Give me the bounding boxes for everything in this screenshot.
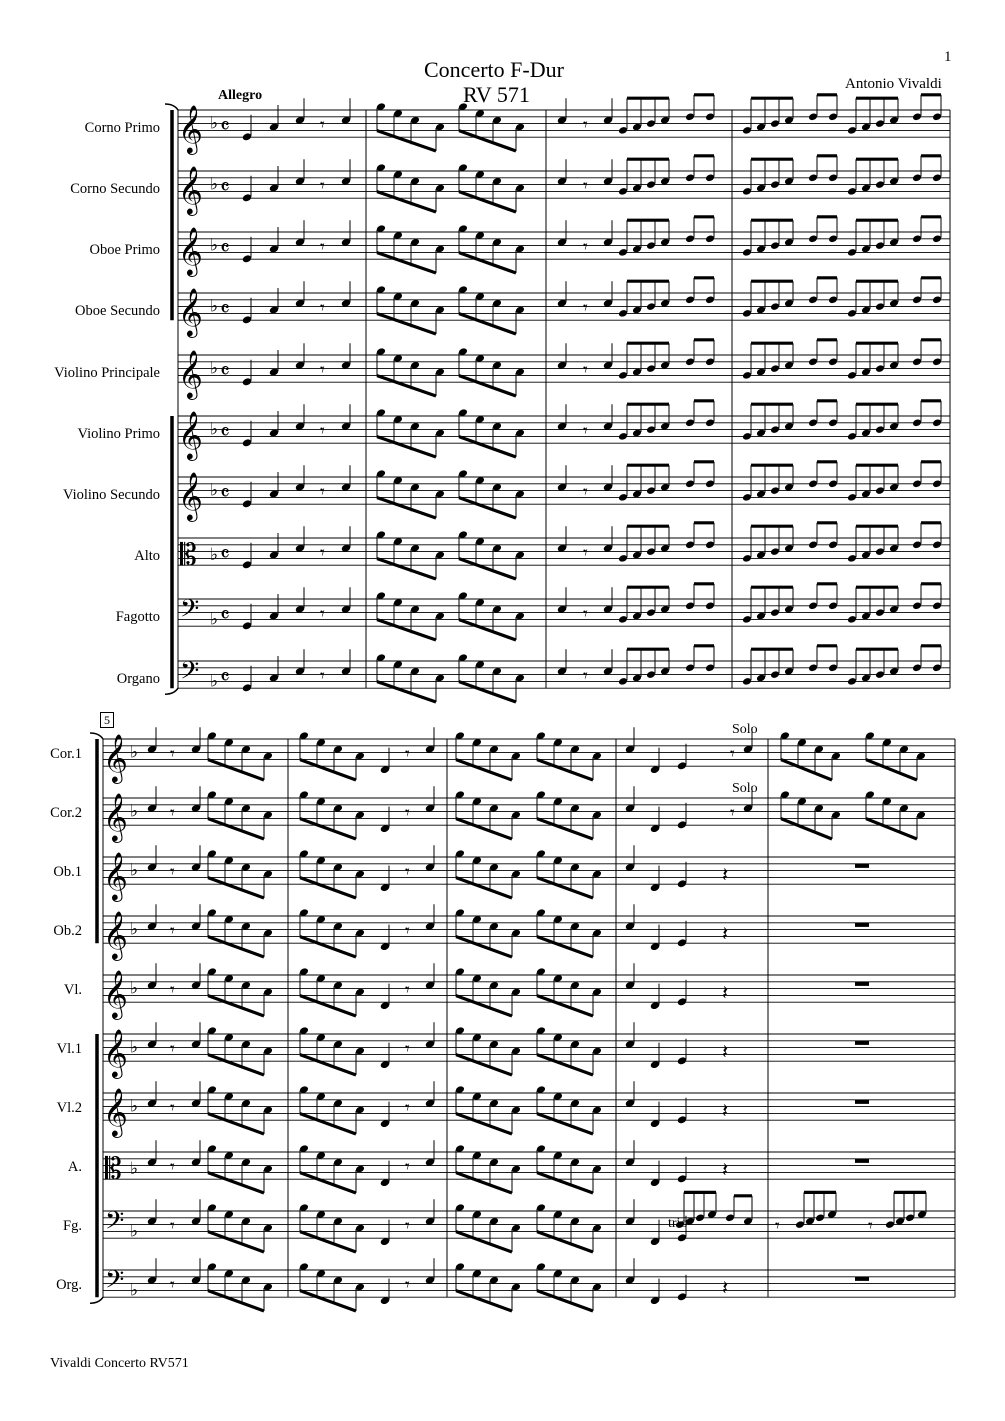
whole-rest bbox=[855, 1041, 869, 1045]
instrument-abbr: Ob.2 bbox=[53, 923, 82, 939]
key-signature-flat: ♭ bbox=[130, 1280, 139, 1301]
whole-rest bbox=[855, 1277, 869, 1281]
instrument-name: Violino Secundo bbox=[63, 487, 160, 503]
eighth-rest: 𝄾 bbox=[730, 802, 735, 824]
treble-clef: 𝄞 bbox=[103, 851, 128, 901]
beam bbox=[377, 253, 436, 273]
instrument-name: Alto bbox=[134, 548, 160, 564]
beam bbox=[208, 1173, 264, 1193]
beam bbox=[208, 1055, 264, 1075]
eighth-rest: 𝄾 bbox=[405, 1097, 410, 1119]
common-time: 𝄴 bbox=[220, 236, 230, 262]
bracket-curl bbox=[165, 104, 178, 110]
page-number: 1 bbox=[944, 49, 952, 65]
eighth-rest: 𝄾 bbox=[405, 802, 410, 824]
instrument-abbr: Cor.1 bbox=[50, 746, 82, 762]
beam bbox=[377, 682, 436, 702]
score-subtitle: RV 571 bbox=[463, 82, 530, 107]
instrument-abbr: Vl.2 bbox=[56, 1100, 82, 1116]
key-signature-flat: ♭ bbox=[130, 860, 139, 881]
beam bbox=[537, 1055, 593, 1075]
eighth-rest: 𝄾 bbox=[320, 603, 325, 625]
beam bbox=[459, 376, 516, 396]
bass-clef: 𝄢 bbox=[105, 1265, 125, 1301]
beam bbox=[456, 937, 512, 957]
instrument-name: Oboe Primo bbox=[89, 242, 160, 258]
whole-rest bbox=[855, 923, 869, 927]
eighth-rest: 𝄾 bbox=[583, 481, 588, 503]
common-time: 𝄴 bbox=[220, 481, 230, 507]
beam bbox=[300, 1232, 356, 1252]
common-time: 𝄴 bbox=[220, 175, 230, 201]
key-signature-flat: ♭ bbox=[210, 671, 219, 692]
beam bbox=[208, 760, 264, 780]
instrument-name: Organo bbox=[116, 671, 160, 687]
beam bbox=[459, 192, 516, 212]
eighth-rest: 𝄾 bbox=[405, 1156, 410, 1178]
footer-text: Vivaldi Concerto RV571 bbox=[50, 1356, 189, 1371]
treble-clef: 𝄞 bbox=[178, 349, 203, 399]
common-time: 𝄴 bbox=[220, 542, 230, 568]
beam bbox=[377, 314, 436, 334]
key-signature-flat: ♭ bbox=[210, 358, 219, 379]
eighth-rest: 𝄾 bbox=[583, 359, 588, 381]
beam bbox=[300, 1055, 356, 1075]
score-title: Concerto F-Dur bbox=[424, 57, 564, 82]
key-signature-flat: ♭ bbox=[210, 480, 219, 501]
eighth-rest: 𝄾 bbox=[320, 542, 325, 564]
eighth-rest: 𝄾 bbox=[170, 743, 175, 765]
quarter-rest: 𝄽 bbox=[722, 862, 729, 887]
whole-rest bbox=[855, 1100, 869, 1104]
eighth-rest: 𝄾 bbox=[170, 802, 175, 824]
beam bbox=[300, 760, 356, 780]
treble-clef: 𝄞 bbox=[178, 287, 203, 337]
beam bbox=[537, 819, 593, 839]
key-signature-flat: ♭ bbox=[130, 919, 139, 940]
eighth-rest: 𝄾 bbox=[583, 236, 588, 258]
beam bbox=[456, 1291, 512, 1311]
beam bbox=[537, 996, 593, 1016]
beam bbox=[456, 878, 512, 898]
instrument-abbr: Ob.1 bbox=[53, 864, 82, 880]
quarter-rest: 𝄽 bbox=[722, 1098, 729, 1123]
key-signature-flat: ♭ bbox=[130, 801, 139, 822]
beam bbox=[866, 819, 917, 839]
beam bbox=[377, 192, 436, 212]
eighth-rest: 𝄾 bbox=[583, 603, 588, 625]
key-signature-flat: ♭ bbox=[130, 978, 139, 999]
eighth-rest: 𝄾 bbox=[320, 236, 325, 258]
beam bbox=[537, 1114, 593, 1134]
beam bbox=[459, 498, 516, 518]
key-signature-flat: ♭ bbox=[210, 296, 219, 317]
beam bbox=[456, 996, 512, 1016]
key-signature-flat: ♭ bbox=[210, 419, 219, 440]
instrument-name: Corno Secundo bbox=[70, 181, 160, 197]
solo-marking: Solo bbox=[732, 722, 758, 737]
key-signature-flat: ♭ bbox=[210, 609, 219, 630]
instrument-name: Violino Principale bbox=[54, 365, 160, 381]
beam bbox=[208, 937, 264, 957]
beam bbox=[456, 819, 512, 839]
whole-rest bbox=[855, 1159, 869, 1163]
eighth-rest: 𝄾 bbox=[730, 743, 735, 765]
eighth-rest: 𝄾 bbox=[583, 542, 588, 564]
eighth-rest: 𝄾 bbox=[170, 1215, 175, 1237]
whole-rest bbox=[855, 864, 869, 868]
key-signature-flat: ♭ bbox=[130, 1221, 139, 1242]
quarter-rest: 𝄽 bbox=[722, 980, 729, 1005]
beam bbox=[459, 253, 516, 273]
key-signature-flat: ♭ bbox=[130, 742, 139, 763]
beam bbox=[459, 559, 516, 579]
beam bbox=[300, 996, 356, 1016]
instrument-name: Violino Primo bbox=[77, 426, 160, 442]
solo-marking: Solo bbox=[732, 781, 758, 796]
instrument-name: Oboe Secundo bbox=[75, 303, 160, 319]
whole-rest bbox=[855, 982, 869, 986]
beam bbox=[456, 1114, 512, 1134]
common-time: 𝄴 bbox=[220, 603, 230, 629]
beam bbox=[208, 996, 264, 1016]
eighth-rest: 𝄾 bbox=[868, 1215, 873, 1237]
key-signature-flat: ♭ bbox=[210, 235, 219, 256]
beam bbox=[537, 1232, 593, 1252]
quarter-rest: 𝄽 bbox=[722, 921, 729, 946]
eighth-rest: 𝄾 bbox=[583, 297, 588, 319]
key-signature-flat: ♭ bbox=[130, 1096, 139, 1117]
eighth-rest: 𝄾 bbox=[170, 1038, 175, 1060]
instrument-abbr: A. bbox=[67, 1159, 82, 1175]
eighth-rest: 𝄾 bbox=[775, 1215, 780, 1237]
treble-clef: 𝄞 bbox=[103, 792, 128, 842]
treble-clef: 𝄞 bbox=[103, 1028, 128, 1078]
beam bbox=[377, 376, 436, 396]
beam bbox=[456, 760, 512, 780]
eighth-rest: 𝄾 bbox=[405, 979, 410, 1001]
beam bbox=[208, 1232, 264, 1252]
treble-clef: 𝄞 bbox=[178, 410, 203, 460]
beam bbox=[537, 1173, 593, 1193]
key-signature-flat: ♭ bbox=[210, 113, 219, 134]
bass-clef: 𝄢 bbox=[105, 1206, 125, 1242]
beam bbox=[377, 131, 436, 151]
instrument-name: Fagotto bbox=[115, 609, 160, 625]
treble-clef: 𝄞 bbox=[103, 1087, 128, 1137]
beam bbox=[537, 937, 593, 957]
eighth-rest: 𝄾 bbox=[405, 1274, 410, 1296]
beam bbox=[537, 1291, 593, 1311]
treble-clef: 𝄞 bbox=[178, 226, 203, 276]
instrument-abbr: Fg. bbox=[63, 1218, 82, 1234]
beam bbox=[300, 1291, 356, 1311]
beam bbox=[208, 1114, 264, 1134]
eighth-rest: 𝄾 bbox=[320, 114, 325, 136]
eighth-rest: 𝄾 bbox=[405, 743, 410, 765]
beam bbox=[459, 437, 516, 457]
beam bbox=[866, 760, 917, 780]
beam bbox=[537, 760, 593, 780]
beam bbox=[459, 620, 516, 640]
common-time: 𝄴 bbox=[220, 420, 230, 446]
treble-clef: 𝄞 bbox=[178, 104, 203, 154]
eighth-rest: 𝄾 bbox=[583, 175, 588, 197]
instrument-abbr: Cor.2 bbox=[50, 805, 82, 821]
key-signature-flat: ♭ bbox=[210, 545, 219, 565]
bracket-curl bbox=[90, 733, 103, 739]
key-signature-flat: ♭ bbox=[210, 174, 219, 195]
alto-clef: 𝄡 bbox=[105, 1152, 122, 1188]
eighth-rest: 𝄾 bbox=[583, 420, 588, 442]
eighth-rest: 𝄾 bbox=[405, 920, 410, 942]
eighth-rest: 𝄾 bbox=[583, 114, 588, 136]
eighth-rest: 𝄾 bbox=[170, 979, 175, 1001]
beam bbox=[300, 1173, 356, 1193]
bass-clef: 𝄢 bbox=[180, 656, 200, 692]
beam bbox=[459, 682, 516, 702]
eighth-rest: 𝄾 bbox=[320, 175, 325, 197]
treble-clef: 𝄞 bbox=[103, 910, 128, 960]
quarter-rest: 𝄽 bbox=[722, 1275, 729, 1300]
eighth-rest: 𝄾 bbox=[405, 1215, 410, 1237]
beam bbox=[377, 559, 436, 579]
treble-clef: 𝄞 bbox=[103, 969, 128, 1019]
eighth-rest: 𝄾 bbox=[405, 861, 410, 883]
eighth-rest: 𝄾 bbox=[405, 1038, 410, 1060]
quarter-rest: 𝄽 bbox=[722, 1157, 729, 1182]
beam bbox=[456, 1055, 512, 1075]
key-signature-flat: ♭ bbox=[130, 1037, 139, 1058]
eighth-rest: 𝄾 bbox=[320, 297, 325, 319]
beam bbox=[377, 620, 436, 640]
beam bbox=[300, 937, 356, 957]
instrument-name: Corno Primo bbox=[84, 120, 160, 136]
eighth-rest: 𝄾 bbox=[320, 665, 325, 687]
bracket-curl bbox=[90, 1297, 103, 1303]
common-time: 𝄴 bbox=[220, 359, 230, 385]
eighth-rest: 𝄾 bbox=[170, 861, 175, 883]
beam bbox=[300, 819, 356, 839]
instrument-abbr: Vl.1 bbox=[56, 1041, 82, 1057]
beam bbox=[459, 314, 516, 334]
instrument-abbr: Vl. bbox=[63, 982, 82, 998]
tempo-marking: Allegro bbox=[218, 88, 263, 103]
common-time: 𝄴 bbox=[220, 297, 230, 323]
beam bbox=[377, 498, 436, 518]
beam bbox=[300, 1114, 356, 1134]
bass-clef: 𝄢 bbox=[180, 594, 200, 630]
quarter-rest: 𝄽 bbox=[722, 1039, 729, 1064]
trio-marking: trio bbox=[668, 1216, 688, 1231]
eighth-rest: 𝄾 bbox=[583, 665, 588, 687]
beam bbox=[459, 131, 516, 151]
eighth-rest: 𝄾 bbox=[320, 359, 325, 381]
composer-name: Antonio Vivaldi bbox=[845, 76, 942, 92]
eighth-rest: 𝄾 bbox=[320, 420, 325, 442]
measure-number: 5 bbox=[100, 712, 114, 728]
eighth-rest: 𝄾 bbox=[170, 1156, 175, 1178]
beam bbox=[537, 878, 593, 898]
treble-clef: 𝄞 bbox=[103, 733, 128, 783]
beam bbox=[208, 819, 264, 839]
key-signature-flat: ♭ bbox=[130, 1159, 139, 1179]
eighth-rest: 𝄾 bbox=[170, 1097, 175, 1119]
instrument-abbr: Org. bbox=[56, 1277, 82, 1293]
treble-clef: 𝄞 bbox=[178, 471, 203, 521]
beam bbox=[300, 878, 356, 898]
beam bbox=[456, 1232, 512, 1252]
common-time: 𝄴 bbox=[220, 114, 230, 140]
beam bbox=[781, 819, 832, 839]
common-time: 𝄴 bbox=[220, 665, 230, 691]
beam bbox=[781, 760, 832, 780]
beam bbox=[377, 437, 436, 457]
beam bbox=[208, 878, 264, 898]
treble-clef: 𝄞 bbox=[178, 165, 203, 215]
beam bbox=[456, 1173, 512, 1193]
alto-clef: 𝄡 bbox=[180, 538, 197, 574]
eighth-rest: 𝄾 bbox=[320, 481, 325, 503]
eighth-rest: 𝄾 bbox=[170, 920, 175, 942]
beam bbox=[208, 1291, 264, 1311]
bracket-curl bbox=[165, 688, 178, 694]
eighth-rest: 𝄾 bbox=[170, 1274, 175, 1296]
